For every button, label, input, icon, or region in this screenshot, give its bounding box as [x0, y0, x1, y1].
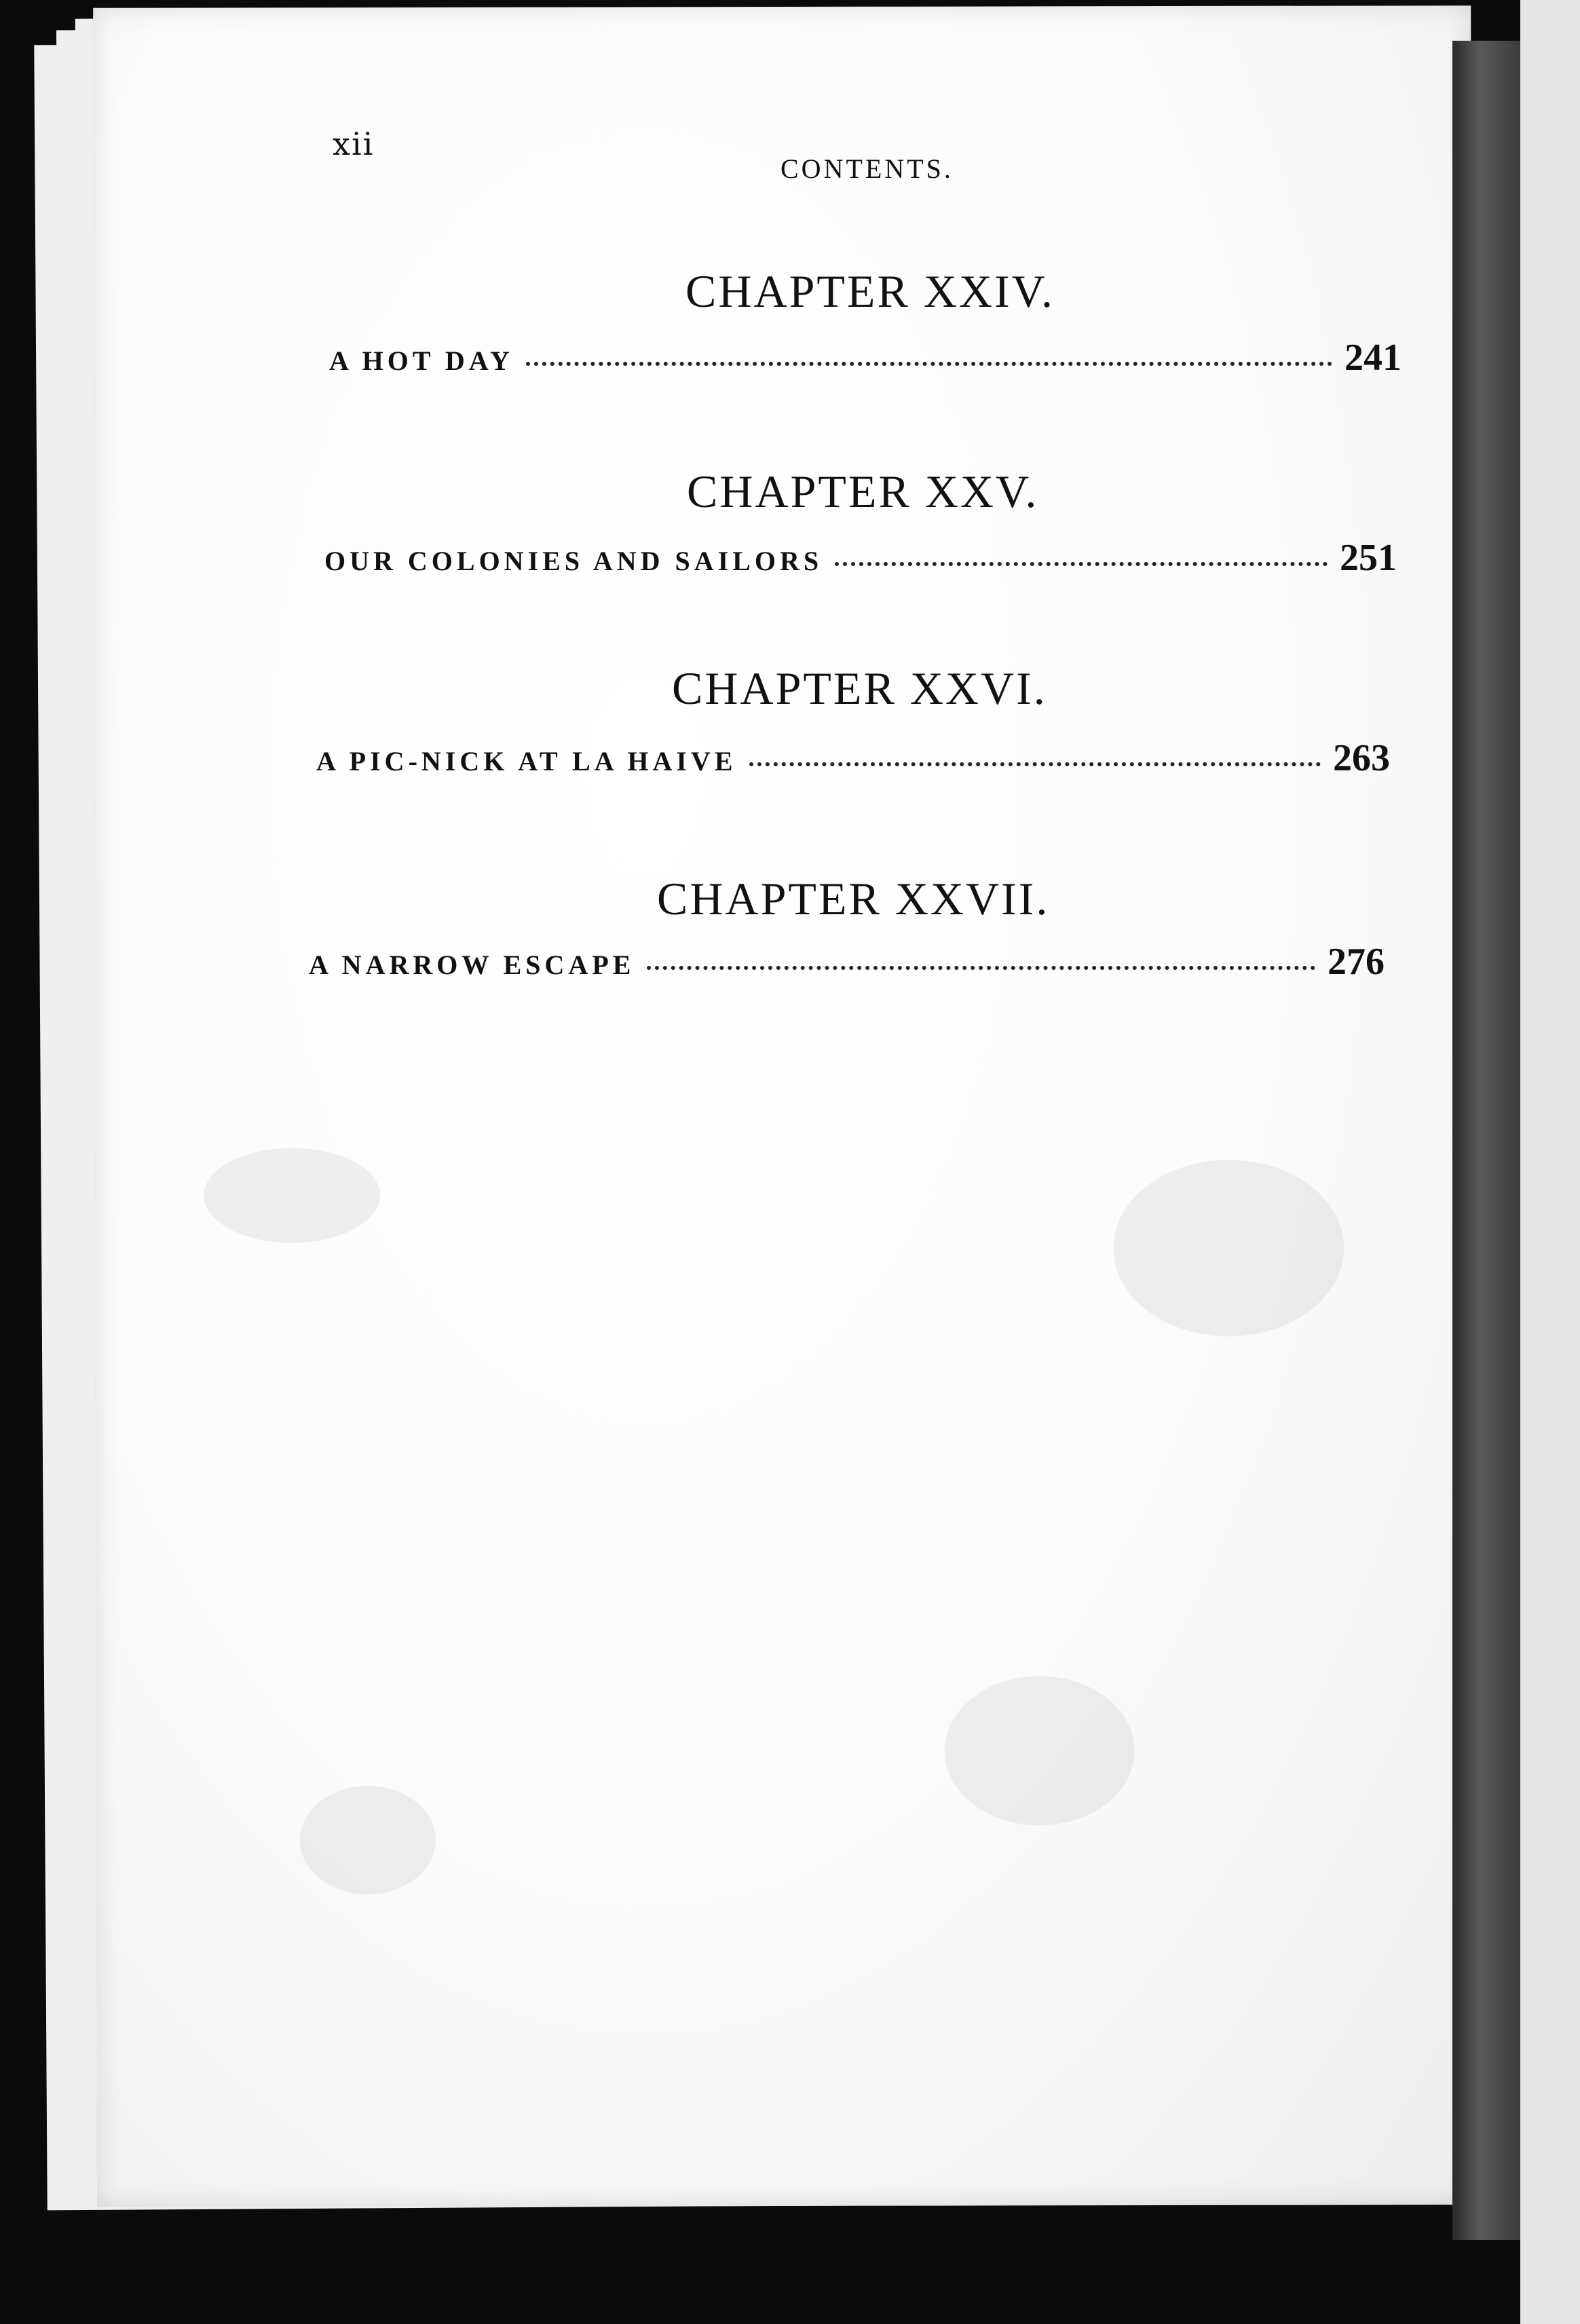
- book-gutter: [1452, 41, 1520, 2240]
- stain: [1113, 1160, 1344, 1337]
- toc-entry-title: OUR COLONIES AND SAILORS: [324, 546, 823, 576]
- dot-leader: [835, 562, 1328, 566]
- chapter-heading: CHAPTER XXVII.: [657, 873, 1050, 924]
- stain: [204, 1148, 380, 1243]
- chapter-heading: CHAPTER XXVI.: [672, 662, 1047, 714]
- toc-entry-page: 263: [1333, 737, 1390, 779]
- stain: [944, 1676, 1134, 1825]
- page-number: xii: [333, 126, 375, 162]
- toc-entry: [309, 940, 1385, 983]
- toc-entry: [329, 336, 1402, 379]
- chapter-heading: CHAPTER XXIV.: [685, 265, 1055, 317]
- contents-title: CONTENTS.: [780, 153, 954, 184]
- toc-entry: [324, 536, 1397, 580]
- stain: [300, 1786, 436, 1894]
- toc-entry-page: 241: [1344, 337, 1402, 379]
- toc-entry-page: 251: [1340, 537, 1397, 579]
- toc-entry-title: A PIC-NICK AT LA HAIVE: [316, 746, 737, 776]
- dot-leader: [526, 362, 1332, 366]
- running-head: [0, 126, 1580, 184]
- dot-leader: [749, 762, 1321, 766]
- toc-entry-page: 276: [1328, 941, 1385, 983]
- toc-entry-title: A NARROW ESCAPE: [309, 950, 635, 980]
- toc-entry-title: A HOT DAY: [329, 345, 514, 376]
- toc-entry: [316, 736, 1390, 780]
- facing-page-edge: [1520, 0, 1580, 2324]
- dot-leader: [647, 966, 1315, 970]
- chapter-heading: CHAPTER XXV.: [687, 466, 1039, 517]
